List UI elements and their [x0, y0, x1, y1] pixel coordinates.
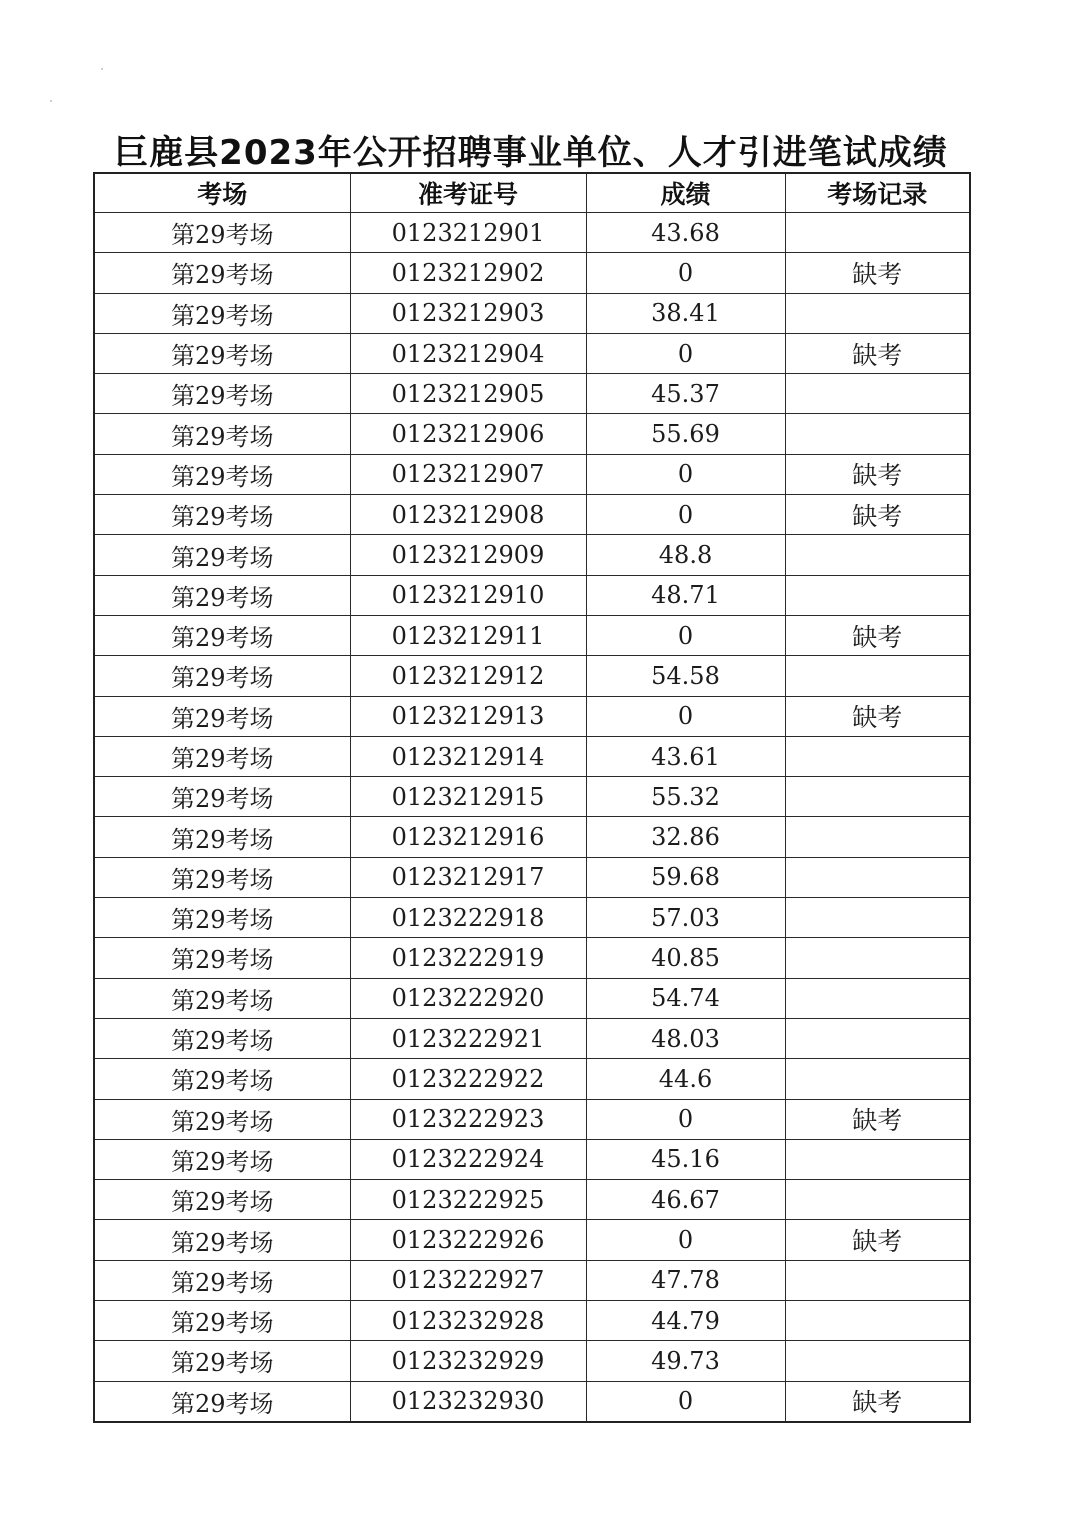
cell-exam-room: 第29考场: [94, 1341, 350, 1381]
table-row: [94, 696, 970, 736]
cell-ticket-number: 0123222926: [350, 1220, 586, 1260]
cell-ticket-number: 0123212907: [350, 454, 586, 494]
cell-exam-room: 第29考场: [94, 656, 350, 696]
cell-score: 0: [586, 253, 785, 293]
table-row: [94, 213, 970, 253]
cell-note: [785, 213, 970, 253]
cell-exam-room: 第29考场: [94, 575, 350, 615]
cell-note: [785, 736, 970, 776]
cell-note: [785, 1180, 970, 1220]
cell-score: 0: [586, 1381, 785, 1422]
cell-note: [785, 656, 970, 696]
cell-exam-room: 第29考场: [94, 736, 350, 776]
cell-score: 40.85: [586, 938, 785, 978]
cell-score: 48.71: [586, 575, 785, 615]
table-row: [94, 1139, 970, 1179]
cell-score: 0: [586, 1099, 785, 1139]
cell-exam-room: 第29考场: [94, 1099, 350, 1139]
cell-ticket-number: 0123232929: [350, 1341, 586, 1381]
cell-note: [785, 938, 970, 978]
cell-ticket-number: 0123222922: [350, 1059, 586, 1099]
cell-note: [785, 374, 970, 414]
table-row: [94, 1260, 970, 1300]
cell-score: 55.69: [586, 414, 785, 454]
table-row: [94, 736, 970, 776]
cell-score: 54.74: [586, 978, 785, 1018]
table-row: [94, 1180, 970, 1220]
cell-exam-room: 第29考场: [94, 454, 350, 494]
cell-exam-room: 第29考场: [94, 333, 350, 373]
cell-exam-room: 第29考场: [94, 1180, 350, 1220]
table-row: [94, 1099, 970, 1139]
table-row: [94, 898, 970, 938]
cell-ticket-number: 0123222918: [350, 898, 586, 938]
cell-note: 缺考: [785, 495, 970, 535]
cell-score: 48.03: [586, 1018, 785, 1058]
cell-score: 46.67: [586, 1180, 785, 1220]
cell-note: 缺考: [785, 1381, 970, 1422]
cell-ticket-number: 0123212911: [350, 615, 586, 655]
table-row: [94, 575, 970, 615]
cell-score: 0: [586, 495, 785, 535]
cell-score: 48.8: [586, 535, 785, 575]
cell-ticket-number: 0123232928: [350, 1301, 586, 1341]
table-row: [94, 1341, 970, 1381]
table-row: [94, 817, 970, 857]
cell-exam-room: 第29考场: [94, 535, 350, 575]
cell-ticket-number: 0123212909: [350, 535, 586, 575]
cell-note: 缺考: [785, 696, 970, 736]
cell-note: [785, 978, 970, 1018]
cell-score: 0: [586, 333, 785, 373]
cell-exam-room: 第29考场: [94, 293, 350, 333]
cell-ticket-number: 0123212916: [350, 817, 586, 857]
header-score: 成绩: [586, 173, 785, 213]
cell-note: [785, 1301, 970, 1341]
score-table: [93, 172, 971, 1423]
table-row: [94, 374, 970, 414]
table-row: [94, 293, 970, 333]
cell-exam-room: 第29考场: [94, 1018, 350, 1058]
scan-speck: [50, 100, 52, 102]
table-row: [94, 535, 970, 575]
cell-score: 44.79: [586, 1301, 785, 1341]
cell-ticket-number: 0123212910: [350, 575, 586, 615]
cell-score: 32.86: [586, 817, 785, 857]
cell-score: 45.16: [586, 1139, 785, 1179]
cell-score: 47.78: [586, 1260, 785, 1300]
cell-score: 43.61: [586, 736, 785, 776]
cell-ticket-number: 0123212905: [350, 374, 586, 414]
cell-ticket-number: 0123222923: [350, 1099, 586, 1139]
header-exam-record: 考场记录: [785, 173, 970, 213]
table-row: [94, 414, 970, 454]
cell-exam-room: 第29考场: [94, 374, 350, 414]
cell-exam-room: 第29考场: [94, 696, 350, 736]
cell-exam-room: 第29考场: [94, 615, 350, 655]
cell-ticket-number: 0123222924: [350, 1139, 586, 1179]
cell-exam-room: 第29考场: [94, 1301, 350, 1341]
table-header-row: [94, 173, 970, 213]
cell-note: [785, 777, 970, 817]
cell-note: [785, 1341, 970, 1381]
table-row: [94, 978, 970, 1018]
cell-ticket-number: 0123212917: [350, 857, 586, 897]
table-body: [94, 213, 970, 1422]
cell-exam-room: 第29考场: [94, 414, 350, 454]
cell-exam-room: 第29考场: [94, 495, 350, 535]
cell-note: [785, 817, 970, 857]
cell-score: 0: [586, 615, 785, 655]
cell-note: [785, 1260, 970, 1300]
cell-exam-room: 第29考场: [94, 938, 350, 978]
header-ticket-number: 准考证号: [350, 173, 586, 213]
cell-note: 缺考: [785, 1099, 970, 1139]
cell-score: 44.6: [586, 1059, 785, 1099]
scan-speck: [101, 68, 103, 70]
cell-note: [785, 1139, 970, 1179]
cell-ticket-number: 0123222919: [350, 938, 586, 978]
cell-ticket-number: 0123212908: [350, 495, 586, 535]
cell-score: 0: [586, 696, 785, 736]
table-row: [94, 656, 970, 696]
cell-exam-room: 第29考场: [94, 857, 350, 897]
cell-note: [785, 1059, 970, 1099]
cell-score: 0: [586, 454, 785, 494]
cell-exam-room: 第29考场: [94, 817, 350, 857]
cell-exam-room: 第29考场: [94, 1260, 350, 1300]
cell-ticket-number: 0123222920: [350, 978, 586, 1018]
cell-ticket-number: 0123212912: [350, 656, 586, 696]
table-row: [94, 253, 970, 293]
cell-exam-room: 第29考场: [94, 1381, 350, 1422]
table-row: [94, 857, 970, 897]
cell-score: 38.41: [586, 293, 785, 333]
cell-score: 45.37: [586, 374, 785, 414]
cell-note: 缺考: [785, 1220, 970, 1260]
header-exam-room: 考场: [94, 173, 350, 213]
cell-exam-room: 第29考场: [94, 1059, 350, 1099]
page-title: 巨鹿县2023年公开招聘事业单位、人才引进笔试成绩: [114, 132, 948, 173]
cell-note: [785, 857, 970, 897]
cell-ticket-number: 0123212906: [350, 414, 586, 454]
cell-note: [785, 535, 970, 575]
cell-exam-room: 第29考场: [94, 213, 350, 253]
table-row: [94, 333, 970, 373]
cell-exam-room: 第29考场: [94, 898, 350, 938]
table-row: [94, 1059, 970, 1099]
cell-score: 57.03: [586, 898, 785, 938]
cell-exam-room: 第29考场: [94, 978, 350, 1018]
cell-note: [785, 414, 970, 454]
cell-ticket-number: 0123212902: [350, 253, 586, 293]
cell-ticket-number: 0123222921: [350, 1018, 586, 1058]
cell-score: 54.58: [586, 656, 785, 696]
table-row: [94, 1301, 970, 1341]
table-row: [94, 615, 970, 655]
cell-ticket-number: 0123212914: [350, 736, 586, 776]
cell-note: [785, 293, 970, 333]
cell-note: 缺考: [785, 253, 970, 293]
cell-exam-room: 第29考场: [94, 253, 350, 293]
cell-exam-room: 第29考场: [94, 1220, 350, 1260]
cell-ticket-number: 0123212915: [350, 777, 586, 817]
cell-score: 49.73: [586, 1341, 785, 1381]
cell-note: 缺考: [785, 333, 970, 373]
cell-ticket-number: 0123212901: [350, 213, 586, 253]
table-row: [94, 1018, 970, 1058]
cell-ticket-number: 0123212903: [350, 293, 586, 333]
cell-exam-room: 第29考场: [94, 777, 350, 817]
cell-ticket-number: 0123212913: [350, 696, 586, 736]
cell-ticket-number: 0123212904: [350, 333, 586, 373]
cell-note: 缺考: [785, 454, 970, 494]
table-row: [94, 777, 970, 817]
cell-ticket-number: 0123222927: [350, 1260, 586, 1300]
cell-note: [785, 898, 970, 938]
table-row: [94, 938, 970, 978]
cell-score: 0: [586, 1220, 785, 1260]
table-row: [94, 454, 970, 494]
table-row: [94, 1381, 970, 1422]
cell-ticket-number: 0123222925: [350, 1180, 586, 1220]
cell-score: 59.68: [586, 857, 785, 897]
cell-note: [785, 1018, 970, 1058]
cell-ticket-number: 0123232930: [350, 1381, 586, 1422]
cell-exam-room: 第29考场: [94, 1139, 350, 1179]
cell-score: 55.32: [586, 777, 785, 817]
cell-note: [785, 575, 970, 615]
table-row: [94, 1220, 970, 1260]
table-row: [94, 495, 970, 535]
cell-score: 43.68: [586, 213, 785, 253]
cell-note: 缺考: [785, 615, 970, 655]
